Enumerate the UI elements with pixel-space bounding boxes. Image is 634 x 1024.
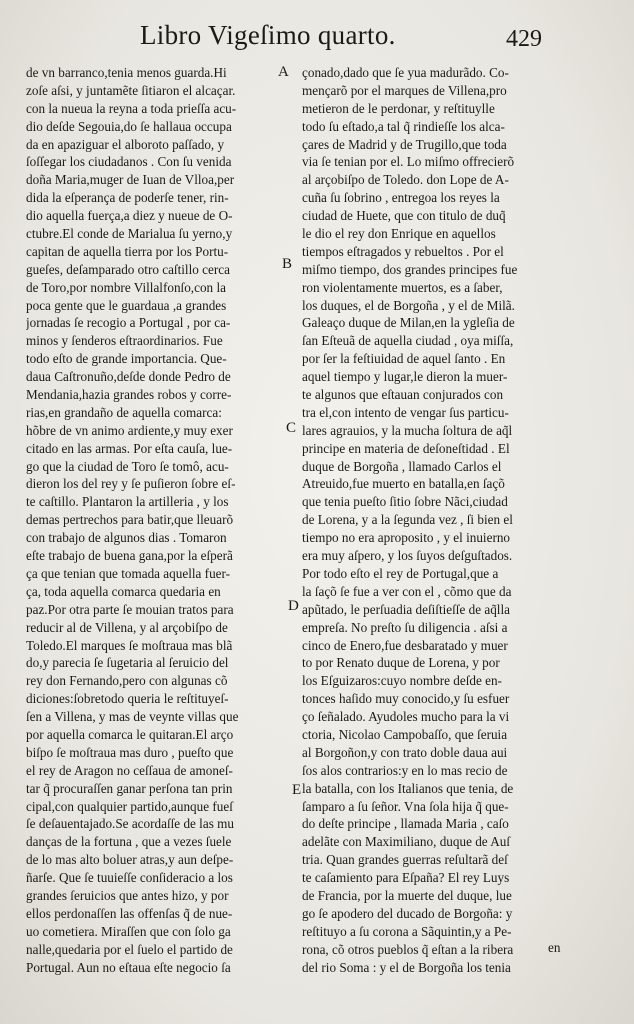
text-line: tiempo no era aproposito , y el inuierno bbox=[302, 530, 511, 546]
text-line: le dio el rey don Enrique en aquellos bbox=[302, 226, 496, 242]
text-line: Portugal. Aun no eſtaua eſte negocio ſa bbox=[26, 959, 231, 975]
text-line: nalle,quedaria por el ſuelo el partido de bbox=[26, 941, 233, 957]
text-line: paz.Por otra parte ſe mouian tratos para bbox=[26, 601, 234, 617]
text-line: rias,en grandaño de aquella comarca: bbox=[26, 404, 222, 420]
text-line: ſen a Villena, y mas de veynte villas que bbox=[26, 709, 239, 725]
text-line: principe en materia de deſoneſtidad . El bbox=[302, 440, 510, 456]
margin-letter-c: C bbox=[286, 420, 297, 436]
text-line: de lo mas alto boluer atras,y aun deſpe- bbox=[26, 852, 234, 868]
margin-letter-b: B bbox=[282, 256, 293, 272]
text-line: apũtado, le perſuadia deſiſtieſſe de aq̃lla bbox=[302, 601, 510, 617]
text-line: ſoſſegar los ciudadanos . Con ſu venida bbox=[26, 154, 232, 170]
text-line: Por todo eſto el rey de Portugal,que a bbox=[302, 565, 499, 581]
text-line: miſmo tiempo, dos grandes principes fue bbox=[302, 261, 518, 277]
text-line: la batalla, con los Italianos que tenia, de bbox=[302, 780, 514, 796]
text-line: da en apaziguar el alboroto paſſado, y bbox=[26, 136, 225, 152]
text-line: ço ſeñalado. Ayudoles mucho para la vi bbox=[302, 709, 510, 725]
text-line: era muy aſpero, y los ſuyos deſguſtados. bbox=[302, 548, 513, 564]
text-line: cuña ſu ſobrino , entregoa los reyes la bbox=[302, 190, 500, 206]
text-line: minos y ſenderos eſtraordinarios. Fue bbox=[26, 333, 223, 349]
text-line: con la nueua la reyna a toda prieſſa acu- bbox=[26, 100, 237, 116]
text-line: çonado,dado que ſe yua madurãdo. Co- bbox=[302, 65, 509, 80]
text-line: Toledo.El marques ſe moſtraua mas blã bbox=[26, 637, 233, 653]
text-line: lares agrauios, y la mucha ſoltura de aq̃l bbox=[302, 422, 513, 438]
text-line: de Lorena, y a la ſegunda vez , ſi bien el bbox=[302, 512, 513, 528]
text-line: por ſer la feſtiuidad de aquel ſanto . En bbox=[302, 351, 506, 367]
text-line: jornadas ſe recogio a Portugal , por ca- bbox=[26, 315, 231, 331]
text-line: los Eſguizaros:cuyo nombre deſde en- bbox=[302, 673, 502, 689]
text-line: reducir al de Villena, y al arçobiſpo de bbox=[26, 619, 228, 635]
text-line: mençarõ por el marques de Villena,pro bbox=[302, 82, 507, 98]
text-line: dida la eſperança de poderſe tener, rin- bbox=[26, 190, 229, 206]
text-line: Galeaço duque de Milan,en la ygleſia de bbox=[302, 315, 515, 331]
text-line: con trabajo de algunos dias . Tomaron bbox=[26, 530, 227, 546]
text-line: rey don Fernando,pero con algunas cõ bbox=[26, 673, 228, 689]
text-line: la ſaçõ ſe fue a ver con el , cõmo que da bbox=[302, 583, 512, 599]
text-line: ctoria, Nicolao Campobaſſo, que ſeruia bbox=[302, 726, 508, 742]
text-line: çares de Madrid y de Trugillo,que toda bbox=[302, 136, 507, 152]
text-line: daua Caſtronuño,deſde donde Pedro de bbox=[26, 369, 231, 385]
text-line: diciones:ſobretodo queria le reſtituyeſ- bbox=[26, 691, 229, 707]
text-line: tra el,con intento de vengar ſus particu- bbox=[302, 404, 509, 420]
text-line: metieron de le perdonar, y reſtituylle bbox=[302, 100, 495, 116]
text-line: ſos alos contrarios:y en lo mas recio de bbox=[302, 762, 508, 778]
text-line: del rio Soma : y el de Borgoña los tenia bbox=[302, 959, 511, 975]
text-line: adelãte con Maximiliano, duque de Auſ bbox=[302, 834, 511, 850]
text-line: dio aquella fuerça,a diez y nueue de O- bbox=[26, 208, 233, 224]
text-line: al arçobiſpo de Toledo. don Lope de A- bbox=[302, 172, 509, 188]
margin-letter-d: D bbox=[288, 598, 299, 614]
catchword: en bbox=[548, 940, 561, 955]
text-line: to por Renato duque de Lorena, y por bbox=[302, 655, 500, 671]
text-line: los duques, el de Borgoña , y el de Milã. bbox=[302, 297, 515, 313]
running-title: Libro Vigeſimo quarto. bbox=[140, 20, 396, 50]
text-line: do deſte principe , llamada Maria , caſo bbox=[302, 816, 509, 832]
text-line: citado en las armas. Por eſta cauſa, lue- bbox=[26, 440, 233, 456]
text-line: el rey de Aragon no ceſſaua de amoneſ- bbox=[26, 762, 233, 778]
text-line: aquel tiempo y lugar,le dieron la muer- bbox=[302, 369, 508, 385]
text-line: dio deſde Segouia,do ſe hallaua occupa bbox=[26, 118, 232, 134]
page-number: 429 bbox=[506, 26, 542, 52]
text-line: ñarſe. Que ſe tuuieſſe conſideracio a los bbox=[26, 870, 233, 886]
text-line: eſte trabajo de buena gana,por la eſperã bbox=[26, 548, 233, 564]
text-line: biſpo ſe moſtraua mas duro , pueſto que bbox=[26, 744, 234, 760]
text-line: por aquella comarca le quitaran.El arço bbox=[26, 726, 234, 742]
text-line: poca gente que le guardaua ,a grandes bbox=[26, 297, 227, 313]
text-line: de Francia, por la muerte del duque, lue bbox=[302, 887, 512, 903]
text-line: tria. Quan grandes guerras reſultarã deſ bbox=[302, 852, 508, 868]
text-line: cinco de Enero,fue desbaratado y muer bbox=[302, 637, 508, 653]
left-text-column bbox=[26, 64, 293, 975]
text-line: ça, toda aquella comarca quedaria en bbox=[26, 583, 221, 599]
text-line: ça que tenian que tomada aquella fuer- bbox=[26, 565, 231, 581]
text-line: que tenia pueſto ſitio ſobre Nãci,ciudad bbox=[302, 494, 508, 510]
text-line: go ſe apodero del ducado de Borgoña: y bbox=[302, 905, 513, 921]
text-line: zoſe aſsi, y juntamẽte ſitiaron el alcaçar. bbox=[26, 82, 236, 98]
text-line: ſan Eſteuã de aquella ciudad , oya miſſa, bbox=[302, 333, 514, 349]
text-line: tar q̃ procuraſſen ganar perſona tan prin bbox=[26, 780, 233, 796]
text-line: gueſes, deſamparado otro caſtillo cerca bbox=[26, 261, 230, 277]
text-line: empreſa. No preſto ſu diligencia . aſsi a bbox=[302, 619, 508, 635]
text-line: te caſtillo. Plantaron la artilleria , y los bbox=[26, 494, 229, 510]
text-line: ctubre.El conde de Marialua ſu yerno,y bbox=[26, 226, 233, 242]
text-line: via ſe tenian por el. Lo miſmo offrecierõ bbox=[302, 154, 515, 170]
text-line: Atreuido,fue muerto en batalla,en ſaçõ bbox=[302, 476, 505, 492]
text-line: ſe deſauentajado.Se acordaſſe de las mu bbox=[26, 816, 234, 832]
text-line: hõbre de vn animo ardiente,y muy exer bbox=[26, 422, 233, 438]
text-line: ellos perdonaſſen las offenſas q̃ de nue- bbox=[26, 905, 233, 921]
text-line: ciudad de Huete, que con titulo de duq̃ bbox=[302, 208, 506, 224]
text-line: demas pertrechos para batir,que lleuarõ bbox=[26, 512, 234, 528]
margin-letter-a: A bbox=[278, 64, 289, 80]
text-line: grandes ſeruicios que antes hizo, y por bbox=[26, 887, 229, 903]
text-line: rona, cõ otros pueblos q̃ eſtan a la ribera bbox=[302, 941, 514, 957]
text-line: de vn barranco,tenia menos guarda.Hi bbox=[26, 65, 227, 80]
text-line: de Toro,por nombre Villalfonſo,con la bbox=[26, 279, 226, 295]
text-line: danças de la fortuna , que a vezes ſuele bbox=[26, 834, 232, 850]
text-line: tiempos eſtragados y rebueltos . Por el bbox=[302, 243, 504, 259]
text-line: uo cometiera. Miraſſen que con ſolo ga bbox=[26, 923, 231, 939]
text-line: ſamparo a ſu ſeñor. Vna ſola hija q̃ que- bbox=[302, 798, 509, 814]
text-line: dieron los del rey y ſe puſieron ſobre eſ- bbox=[26, 476, 236, 492]
text-line: reſtituyo a ſu corona a Sãquintin,y a Pe- bbox=[302, 923, 512, 939]
text-line: duque de Borgoña , llamado Carlos el bbox=[302, 458, 502, 474]
text-line: al Borgoñon,y con trato doble daua aui bbox=[302, 744, 508, 760]
text-line: cipal,con qualquier partido,aunque fueſ bbox=[26, 798, 233, 814]
text-line: te caſamiento para Eſpaña? El rey Luys bbox=[302, 870, 510, 886]
text-line: todo ſu eſtado,a tal q̃ rindieſſe los alca- bbox=[302, 118, 505, 134]
right-text-column bbox=[302, 64, 578, 975]
text-line: te algunos que eſtauan conjurados con bbox=[302, 387, 504, 403]
text-line: capitan de aquella tierra por los Portu- bbox=[26, 243, 229, 259]
text-line: Mendania,hazia grandes robos y corre- bbox=[26, 387, 232, 403]
text-line: ron violentamente muertos, es a ſaber, bbox=[302, 279, 503, 295]
text-line: tonces haſido muy conocido,y ſu esfuer bbox=[302, 691, 510, 707]
text-line: do,y parecia ſe ſugetaria al ſeruicio del bbox=[26, 655, 229, 671]
text-line: doña Maria,muger de Iuan de Vlloa,per bbox=[26, 172, 235, 188]
margin-letter-e: E bbox=[292, 782, 302, 798]
text-line: todo eſto de grande importancia. Que- bbox=[26, 351, 227, 367]
text-line: go que la ciudad de Toro ſe tomô, acu- bbox=[26, 458, 229, 474]
